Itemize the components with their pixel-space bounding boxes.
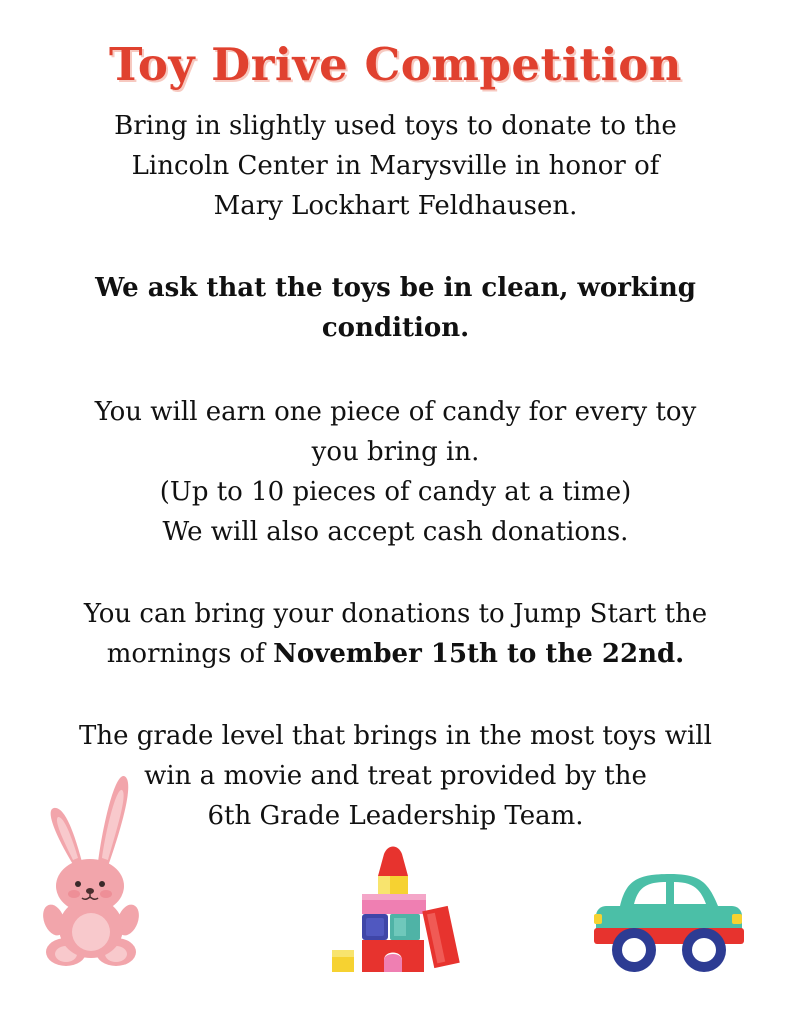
- prize-line: win a movie and treat provided by the: [144, 761, 647, 791]
- intro-line: Mary Lockhart Feldhausen.: [213, 191, 578, 221]
- dates-range: November 15th to the 22nd.: [273, 639, 685, 669]
- prize-line: The grade level that brings in the most toys will: [79, 721, 712, 751]
- intro-line: Lincoln Center in Marysville in honor of: [131, 151, 660, 181]
- page-title: Toy Drive Competition: [109, 38, 682, 91]
- condition-line: condition.: [321, 313, 470, 343]
- stuffed-bunny-icon: [40, 770, 140, 970]
- intro-line: Bring in slightly used toys to donate to the: [114, 111, 677, 141]
- toy-car-icon: [590, 866, 746, 976]
- toy-blocks-icon: [328, 842, 462, 976]
- condition-line: We ask that the toys be in clean, working: [95, 273, 696, 303]
- prize-line: 6th Grade Leadership Team.: [207, 801, 584, 831]
- dates-line: [0, 634, 791, 674]
- dates-prefix: mornings of: [106, 639, 274, 669]
- candy-line: We will also accept cash donations.: [162, 517, 629, 547]
- candy-line: (Up to 10 pieces of candy at a time): [159, 477, 632, 507]
- intro-paragraph: [0, 106, 791, 226]
- dates-line: You can bring your donations to Jump Start the: [83, 599, 708, 629]
- candy-paragraph: [0, 392, 791, 552]
- condition-paragraph: [0, 268, 791, 348]
- dates-paragraph: [0, 594, 791, 674]
- candy-line: you bring in.: [311, 437, 480, 467]
- candy-line: You will earn one piece of candy for every toy: [94, 397, 697, 427]
